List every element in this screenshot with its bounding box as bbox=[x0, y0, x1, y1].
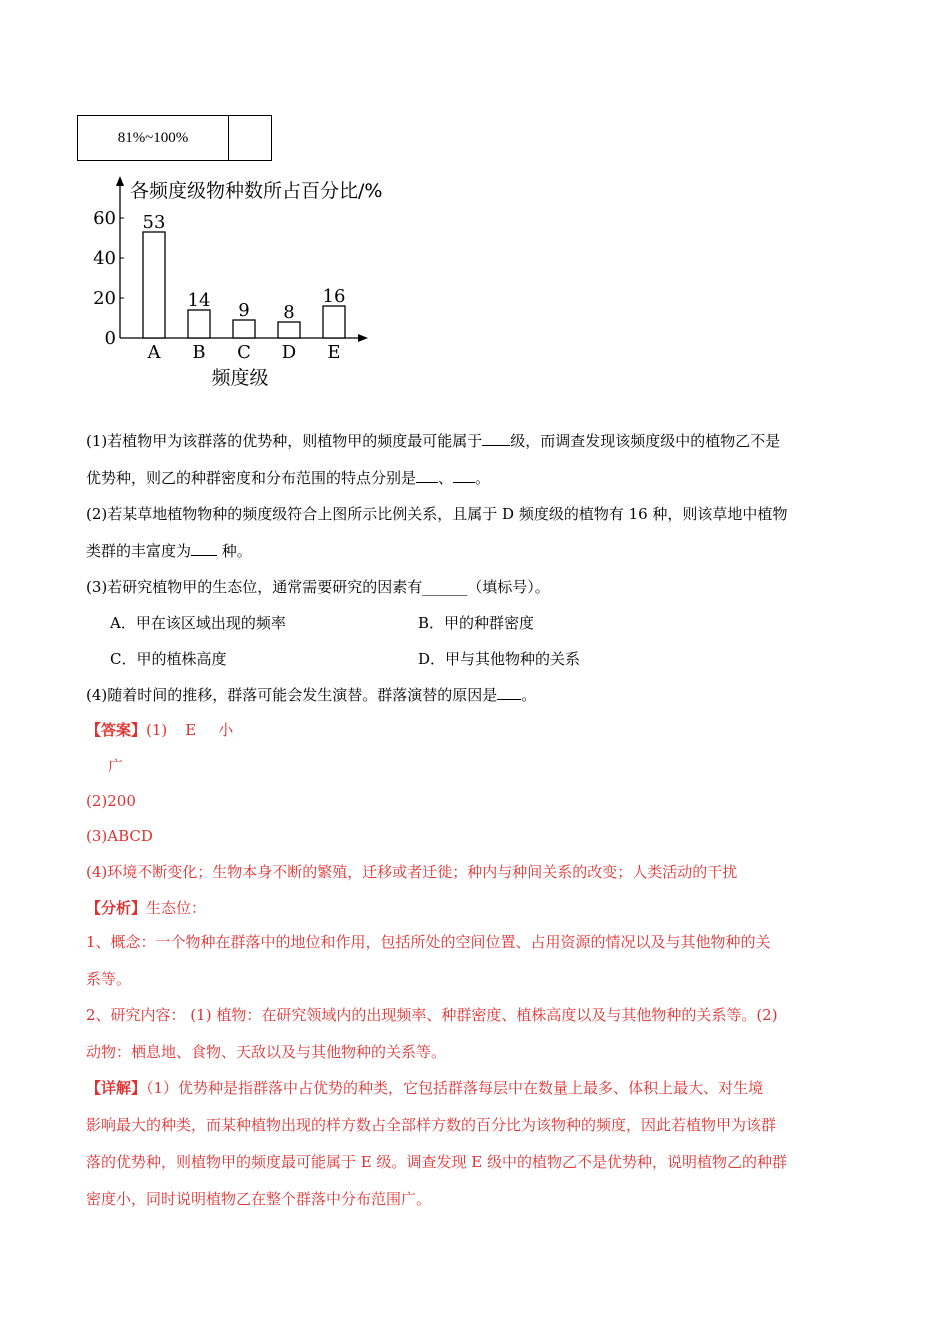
answer-2: (2)200 bbox=[86, 792, 136, 810]
detail-line-2: 影响最大的种类，而某种植物出现的样方数占全部样方数的百分比为该物种的频度，因此若植物甲为该群 bbox=[86, 1116, 777, 1134]
detail-tag: 【详解】 bbox=[86, 1079, 147, 1097]
data-label-A: 53 bbox=[142, 212, 166, 233]
data-label-D: 8 bbox=[283, 302, 295, 323]
answer-line-1 bbox=[86, 720, 233, 740]
q4-text-a: (4)随着时间的推移，群落可能会发生演替。群落演替的原因是 bbox=[86, 686, 498, 704]
data-label-C: 9 bbox=[238, 300, 250, 321]
option-c: C．甲的植株高度 bbox=[110, 650, 227, 668]
analysis-p2-line-2: 动物：栖息地、食物、天敌以及与其他物种的关系等。 bbox=[86, 1043, 447, 1061]
blank bbox=[416, 468, 438, 483]
bar-B bbox=[188, 310, 210, 338]
question-1-line-1 bbox=[86, 431, 780, 451]
analysis-p2-line-1: 2、研究内容： (1) 植物：在研究领域内的出现频率、种群密度、植株高度以及与其他物种的关系等。(2) bbox=[86, 1006, 778, 1024]
x-tick-label-A: A bbox=[147, 342, 161, 363]
bar-E bbox=[323, 306, 345, 338]
bar-A bbox=[143, 232, 165, 338]
frequency-table bbox=[77, 115, 272, 161]
answer-tag: 【答案】 bbox=[86, 721, 147, 739]
q1-end: 。 bbox=[475, 469, 491, 487]
analysis-header bbox=[86, 898, 206, 918]
bar-D bbox=[278, 322, 300, 338]
analysis-title: 生态位： bbox=[146, 899, 207, 917]
q1-text-c: 优势种，则乙的种群密度和分布范围的特点分别是 bbox=[86, 469, 417, 487]
y-axis-arrow bbox=[116, 176, 124, 186]
table-row bbox=[78, 116, 272, 161]
q2-text-a: 类群的丰富度为 bbox=[86, 542, 192, 560]
x-tick-label-C: C bbox=[237, 342, 251, 363]
question-1-line-2 bbox=[86, 468, 490, 488]
x-tick-label-B: B bbox=[192, 342, 206, 363]
data-label-B: 14 bbox=[187, 290, 211, 311]
q4-text-b: 。 bbox=[521, 686, 537, 704]
q1-text-b: 级，而调查发现该频度级中的植物乙不是 bbox=[510, 432, 781, 450]
answer-4: (4)环境不断变化；生物本身不断的繁殖，迁移或者迁徙；种内与种间关系的改变；人类活动的干扰 bbox=[86, 863, 738, 881]
analysis-p1-line-2: 系等。 bbox=[86, 970, 132, 988]
option-d: D．甲与其他物种的关系 bbox=[418, 650, 581, 668]
answer-3: (3)ABCD bbox=[86, 827, 153, 845]
q2-text-b: 种。 bbox=[217, 542, 252, 560]
table-cell-value bbox=[229, 116, 272, 161]
question-2-line-1: (2)若某草地植物物种的频度级符合上图所示比例关系，且属于 D 频度级的植物有 16 种，则该草地中植物 bbox=[86, 505, 788, 523]
x-axis-label: 频度级 bbox=[211, 367, 269, 389]
table-cell-range: 81%~100% bbox=[78, 116, 229, 161]
y-tick-label: 60 bbox=[93, 208, 116, 229]
option-a: A．甲在该区域出现的频率 bbox=[110, 614, 286, 632]
blank bbox=[497, 685, 521, 700]
analysis-p1-line-1: 1、概念：一个物种在群落中的地位和作用，包括所处的空间位置、占用资源的情况以及与其他物种的关 bbox=[86, 933, 771, 951]
detail-line-4: 密度小，同时说明植物乙在整个群落中分布范围广。 bbox=[86, 1190, 432, 1208]
question-4 bbox=[86, 685, 536, 705]
detail-text-1: （1）优势种是指群落中占优势的种类，它包括群落每层中在数量上最多、体积上最大、对生境 bbox=[146, 1079, 764, 1097]
y-tick-label: 20 bbox=[93, 288, 116, 309]
answer-1-value-1: E bbox=[185, 721, 197, 739]
blank bbox=[482, 431, 510, 446]
blank bbox=[453, 468, 475, 483]
y-tick-label: 40 bbox=[93, 248, 116, 269]
answer-1-value-2: 小 bbox=[218, 721, 234, 739]
option-b: B．甲的种群密度 bbox=[418, 614, 535, 632]
q1-sep: 、 bbox=[438, 469, 454, 487]
x-axis-arrow bbox=[358, 334, 368, 342]
bar-chart bbox=[90, 172, 410, 392]
data-label-E: 16 bbox=[322, 286, 346, 307]
y-tick-label: 0 bbox=[104, 328, 116, 349]
analysis-tag: 【分析】 bbox=[86, 899, 147, 917]
question-2-line-2 bbox=[86, 541, 252, 561]
x-tick-label-D: D bbox=[281, 342, 297, 363]
answer-1-value-3: 广 bbox=[108, 757, 124, 775]
bar-C bbox=[233, 320, 255, 338]
blank bbox=[191, 541, 217, 556]
question-3: (3)若研究植物甲的生态位，通常需要研究的因素有______（填标号）。 bbox=[86, 578, 550, 596]
answer-1-label: (1) bbox=[146, 721, 168, 739]
chart-title: 各频度级物种数所占百分比/% bbox=[130, 180, 383, 202]
detail-line-3: 落的优势种，则植物甲的频度最可能属于 E 级。调查发现 E 级中的植物乙不是优势种，说明植物乙的种群 bbox=[86, 1153, 787, 1171]
q1-text-a: (1)若植物甲为该群落的优势种，则植物甲的频度最可能属于 bbox=[86, 432, 483, 450]
x-tick-label-E: E bbox=[327, 342, 341, 363]
detail-line-1 bbox=[86, 1078, 763, 1098]
